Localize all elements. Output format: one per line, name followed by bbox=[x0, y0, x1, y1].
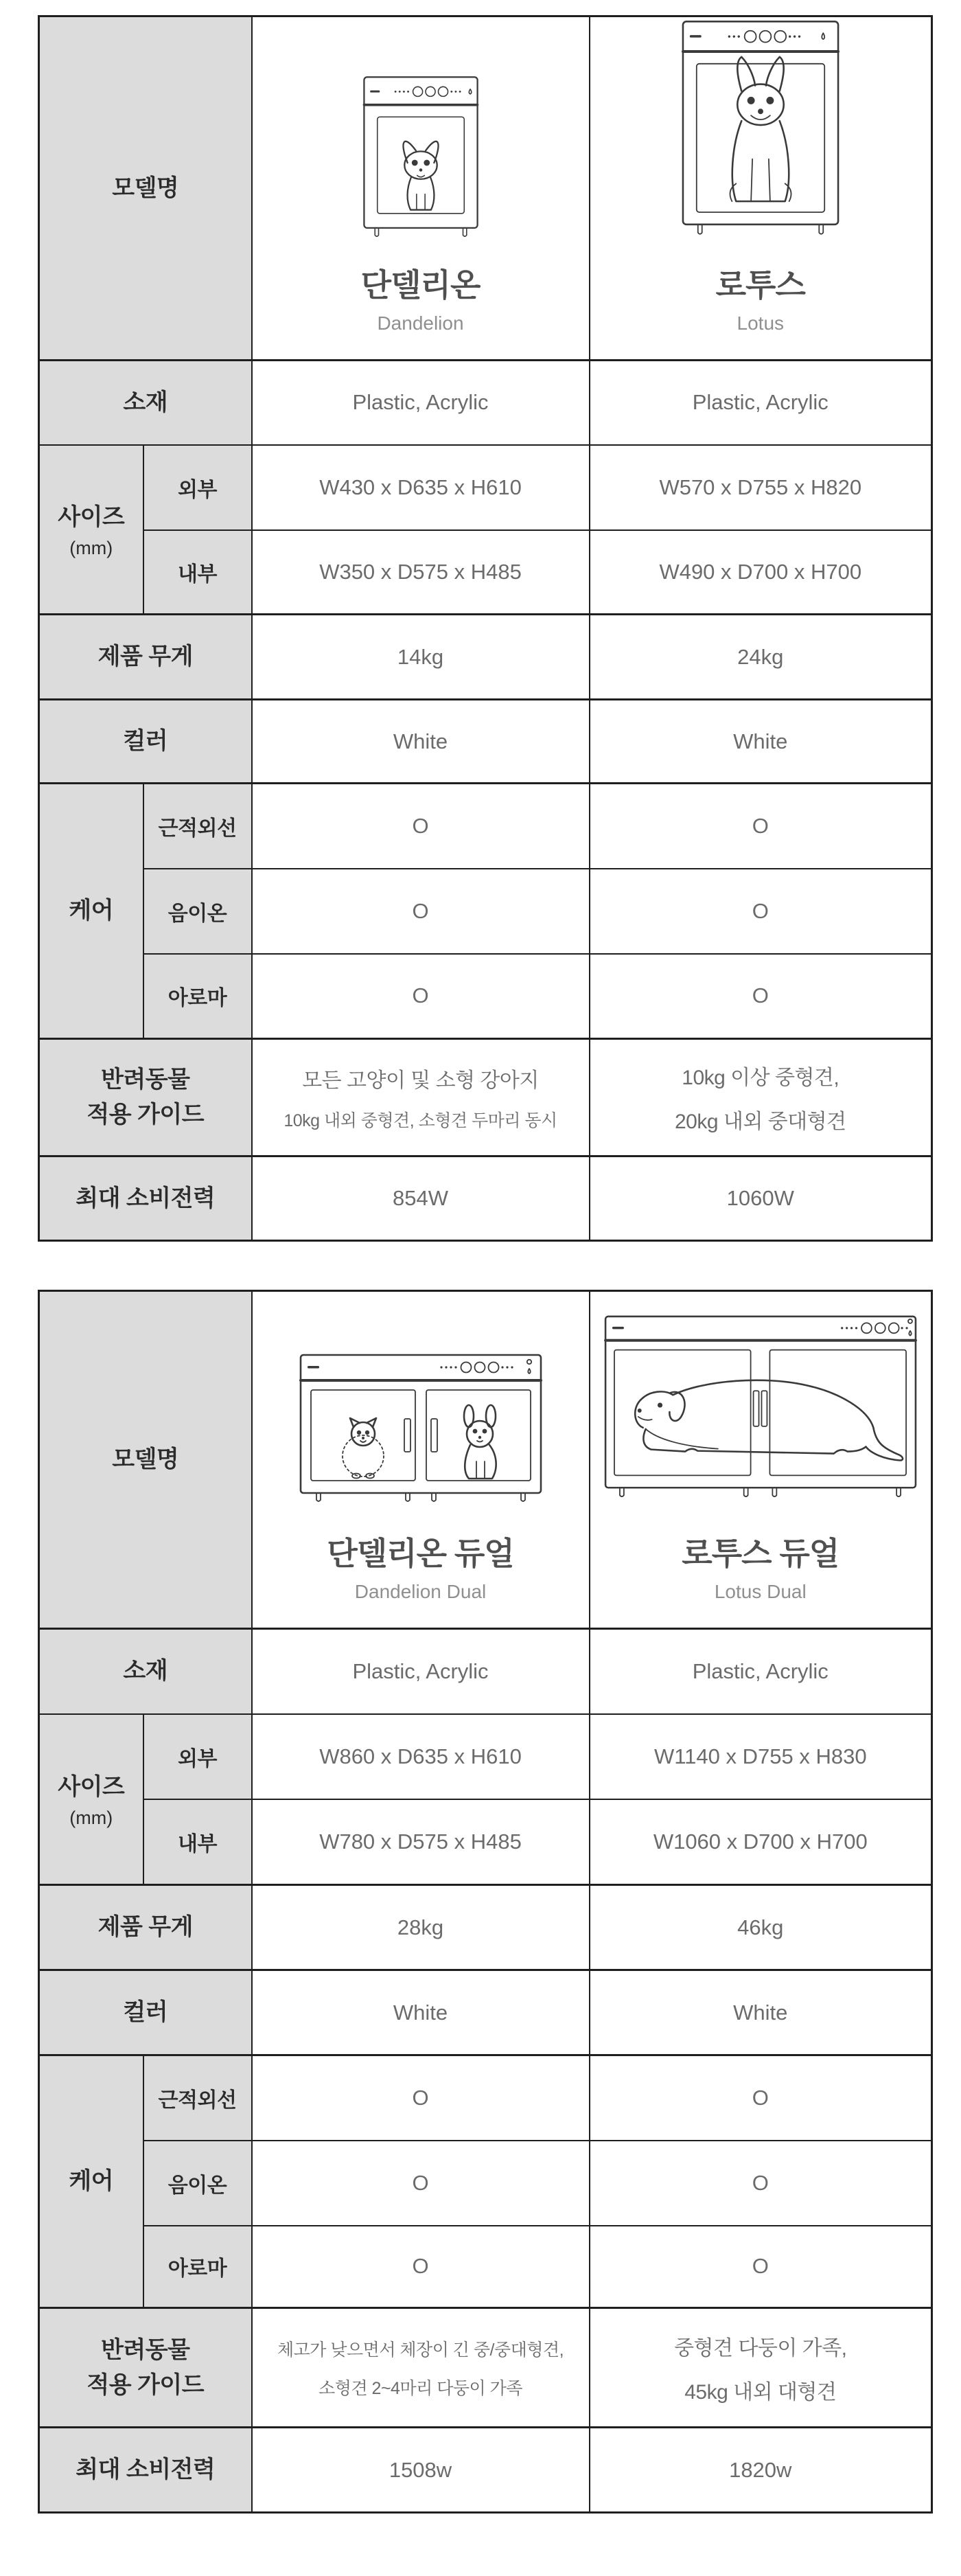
care-nir-row bbox=[39, 2055, 932, 2141]
color-label: 컬러 bbox=[123, 1999, 168, 2025]
pet-guide-label-line1: 반려동물 bbox=[101, 2336, 190, 2363]
material-row bbox=[39, 361, 932, 445]
product-cell-lotus-dual bbox=[590, 1291, 932, 1629]
care-anion-value: O bbox=[752, 2170, 769, 2195]
size-outer-value: W570 x D755 x H820 bbox=[659, 475, 862, 499]
size-outer-label: 외부 bbox=[178, 478, 217, 501]
power-value: 854W bbox=[393, 1186, 448, 1210]
size-label-cell bbox=[39, 1714, 143, 1885]
product-name-english: Lotus bbox=[737, 312, 785, 334]
weight-row bbox=[39, 615, 932, 700]
weight-value: 46kg bbox=[737, 1915, 784, 1939]
power-value: 1508w bbox=[389, 2457, 452, 2482]
care-anion-value: O bbox=[412, 2170, 429, 2195]
care-label: 케어 bbox=[69, 898, 114, 924]
size-outer-label-cell bbox=[143, 1714, 252, 1799]
size-outer-row bbox=[39, 445, 932, 530]
power-row bbox=[39, 2428, 932, 2513]
care-nir-value: O bbox=[412, 813, 429, 838]
pet-guide-row bbox=[39, 1039, 932, 1156]
pet-guide-cell bbox=[252, 2308, 590, 2428]
care-nir-label: 근적외선 bbox=[158, 2088, 237, 2112]
power-value: 1820w bbox=[729, 2457, 792, 2482]
material-label: 소재 bbox=[123, 389, 168, 415]
size-label: 사이즈 bbox=[58, 503, 125, 530]
pet-guide-text: 모든 고양이 및 소형 강아지 bbox=[302, 1069, 539, 1092]
pet-guide-cell bbox=[590, 1039, 932, 1156]
care-aroma-label: 아로마 bbox=[167, 2257, 227, 2281]
care-aroma-label-cell bbox=[143, 954, 252, 1039]
size-outer-value: W1140 x D755 x H830 bbox=[653, 1744, 867, 1768]
power-label-cell bbox=[39, 2428, 252, 2513]
size-outer-label-cell bbox=[143, 445, 252, 530]
product-cell-lotus bbox=[590, 16, 932, 361]
care-nir-label: 근적외선 bbox=[158, 817, 237, 840]
size-inner-label-cell bbox=[143, 530, 252, 615]
care-nir-label-cell bbox=[143, 784, 252, 869]
pet-guide-text: 10kg 이상 중형견, bbox=[682, 1067, 840, 1089]
spec-table-single-models bbox=[38, 15, 933, 1242]
pet-guide-text: 20kg 내외 중대형견 bbox=[674, 1110, 846, 1133]
care-aroma-label-cell bbox=[143, 2226, 252, 2308]
size-outer-value: W430 x D635 x H610 bbox=[319, 475, 522, 499]
care-anion-label: 음이온 bbox=[167, 902, 227, 925]
power-label-cell bbox=[39, 1156, 252, 1241]
care-anion-label-cell bbox=[143, 2141, 252, 2226]
weight-value: 14kg bbox=[397, 644, 444, 669]
product-name-english: Dandelion bbox=[377, 312, 464, 334]
care-label: 케어 bbox=[69, 2168, 114, 2194]
model-row-label: 모델명 bbox=[112, 1446, 179, 1472]
care-nir-value: O bbox=[752, 2085, 769, 2110]
pet-guide-cell bbox=[252, 1039, 590, 1156]
color-label: 컬러 bbox=[123, 728, 168, 754]
model-row-label-cell bbox=[39, 1291, 252, 1629]
weight-row bbox=[39, 1885, 932, 1970]
weight-label: 제품 무게 bbox=[97, 1914, 193, 1940]
model-row-label: 모델명 bbox=[112, 174, 179, 201]
size-outer-row bbox=[39, 1714, 932, 1799]
pet-guide-label-line1: 반려동물 bbox=[101, 1067, 190, 1093]
size-label: 사이즈 bbox=[58, 1773, 125, 1800]
color-row bbox=[39, 1970, 932, 2055]
color-value: White bbox=[393, 729, 448, 753]
size-unit-label: (mm) bbox=[69, 537, 113, 558]
size-label-cell bbox=[39, 445, 143, 615]
model-row bbox=[39, 1291, 932, 1629]
size-outer-label: 외부 bbox=[178, 1747, 217, 1770]
weight-value: 28kg bbox=[397, 1915, 444, 1939]
care-anion-label-cell bbox=[143, 869, 252, 954]
product-dandelion-dual bbox=[253, 1352, 589, 1603]
product-name-korean: 로투스 bbox=[715, 267, 805, 303]
care-aroma-row bbox=[39, 2226, 932, 2308]
care-aroma-row bbox=[39, 954, 932, 1039]
pet-guide-row bbox=[39, 2308, 932, 2428]
size-inner-value: W490 x D700 x H700 bbox=[659, 559, 862, 584]
care-nir-value: O bbox=[412, 2085, 429, 2110]
color-label-cell bbox=[39, 700, 252, 784]
power-label: 최대 소비전력 bbox=[76, 2457, 216, 2483]
size-unit-label: (mm) bbox=[69, 1807, 113, 1828]
size-outer-value: W860 x D635 x H610 bbox=[319, 1744, 522, 1768]
power-value: 1060W bbox=[726, 1186, 794, 1210]
pet-guide-label-line2: 적용 가이드 bbox=[86, 1102, 205, 1128]
care-aroma-value: O bbox=[752, 983, 769, 1008]
care-anion-label: 음이온 bbox=[167, 2174, 227, 2197]
lotus-product-illustration bbox=[679, 17, 842, 242]
product-name-english: Lotus Dual bbox=[714, 1581, 807, 1602]
care-nir-label-cell bbox=[143, 2055, 252, 2141]
weight-label-cell bbox=[39, 615, 252, 700]
care-anion-value: O bbox=[412, 898, 429, 923]
product-lotus bbox=[590, 17, 931, 334]
spec-table-dual-models bbox=[38, 1290, 933, 2514]
pet-guide-text: 45kg 내외 대형견 bbox=[684, 2380, 837, 2404]
care-nir-value: O bbox=[752, 813, 769, 838]
care-label-cell bbox=[39, 784, 143, 1039]
lotus-dual-product-illustration bbox=[602, 1313, 919, 1511]
pet-guide-text: 소형견 2~4마리 다둥이 가족 bbox=[319, 2378, 522, 2398]
care-label-cell bbox=[39, 2055, 143, 2308]
color-row bbox=[39, 700, 932, 784]
size-inner-value: W1060 x D700 x H700 bbox=[653, 1829, 868, 1854]
material-value: Plastic, Acrylic bbox=[352, 1659, 489, 1683]
weight-label: 제품 무게 bbox=[97, 643, 193, 670]
pet-guide-text: 체고가 낮으면서 체장이 긴 중/중대형견, bbox=[277, 2340, 564, 2360]
pet-guide-label-cell bbox=[39, 2308, 252, 2428]
care-anion-row bbox=[39, 869, 932, 954]
material-value: Plastic, Acrylic bbox=[692, 390, 829, 415]
pet-guide-label-cell bbox=[39, 1039, 252, 1156]
power-label: 최대 소비전력 bbox=[76, 1185, 216, 1211]
color-value: White bbox=[733, 2000, 788, 2025]
product-cell-dandelion bbox=[252, 16, 590, 361]
pet-guide-text: 중형견 다둥이 가족, bbox=[674, 2336, 847, 2360]
size-inner-value: W780 x D575 x H485 bbox=[319, 1829, 522, 1854]
care-aroma-value: O bbox=[752, 2254, 769, 2279]
weight-value: 24kg bbox=[737, 644, 784, 669]
care-aroma-value: O bbox=[412, 2254, 429, 2279]
material-label: 소재 bbox=[123, 1658, 168, 1685]
model-row-label-cell bbox=[39, 16, 252, 361]
pet-guide-text: 10kg 내외 중형견, 소형견 두마리 동시 bbox=[283, 1111, 557, 1130]
care-anion-value: O bbox=[752, 898, 769, 923]
weight-label-cell bbox=[39, 1885, 252, 1970]
size-inner-value: W350 x D575 x H485 bbox=[319, 559, 522, 584]
care-anion-row bbox=[39, 2141, 932, 2226]
material-value: Plastic, Acrylic bbox=[352, 390, 489, 415]
size-inner-label: 내부 bbox=[178, 562, 217, 586]
size-inner-row bbox=[39, 1799, 932, 1885]
size-inner-row bbox=[39, 530, 932, 615]
product-cell-dandelion-dual bbox=[252, 1291, 590, 1629]
pet-guide-label-line2: 적용 가이드 bbox=[86, 2371, 205, 2398]
material-label-cell bbox=[39, 1629, 252, 1714]
product-name-english: Dandelion Dual bbox=[354, 1581, 487, 1602]
dandelion-dual-product-illustration bbox=[297, 1352, 545, 1511]
size-inner-label-cell bbox=[143, 1799, 252, 1885]
product-lotus-dual bbox=[590, 1313, 931, 1603]
model-row bbox=[39, 16, 932, 361]
product-name-korean: 단델리온 듀얼 bbox=[327, 1536, 514, 1571]
material-row bbox=[39, 1629, 932, 1714]
care-aroma-value: O bbox=[412, 983, 429, 1008]
color-value: White bbox=[733, 729, 788, 753]
color-label-cell bbox=[39, 1970, 252, 2055]
care-aroma-label: 아로마 bbox=[167, 987, 227, 1010]
pet-guide-cell bbox=[590, 2308, 932, 2428]
power-row bbox=[39, 1156, 932, 1241]
material-value: Plastic, Acrylic bbox=[692, 1659, 829, 1683]
size-inner-label: 내부 bbox=[178, 1832, 217, 1856]
product-dandelion bbox=[253, 73, 589, 334]
product-name-korean: 로투스 듀얼 bbox=[682, 1536, 840, 1571]
care-nir-row bbox=[39, 784, 932, 869]
color-value: White bbox=[393, 2000, 448, 2025]
material-label-cell bbox=[39, 361, 252, 445]
product-name-korean: 단델리온 bbox=[360, 267, 480, 303]
dandelion-product-illustration bbox=[360, 73, 481, 242]
